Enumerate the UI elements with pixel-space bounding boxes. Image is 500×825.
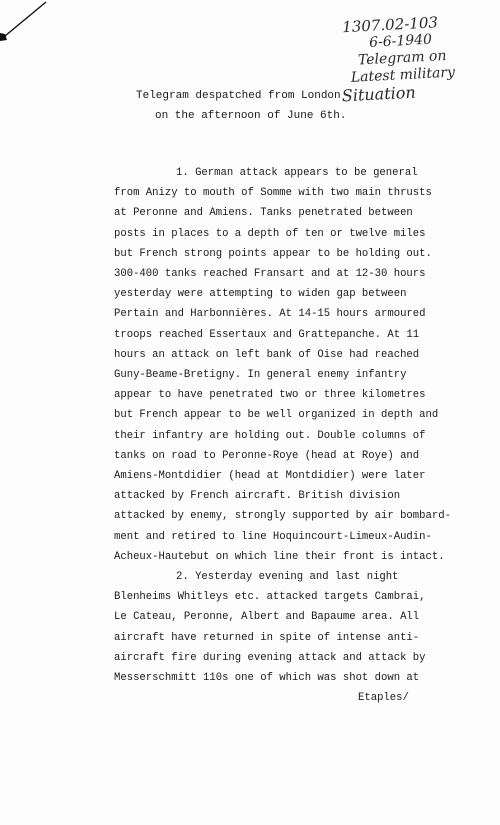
body-line: Acheux-Hautebut on which line their front is intact. [114,550,445,563]
telegram-heading [136,86,346,126]
body-line: Pertain and Harbonnières. At 14-15 hours armoured [114,308,426,321]
body-line: Amiens-Montdidier (head at Montdidier) were later [114,470,426,483]
handwritten-note-line: Latest military [350,64,456,86]
body-line: but French strong points appear to be holding out. [114,247,432,260]
body-line: Messerschmitt 110s one of which was shot down at [114,672,420,685]
body-line: tanks on road to Peronne-Roye (head at Roye) and [114,449,420,462]
body-line: Blenheims Whitleys etc. attacked targets Cambrai, [114,591,426,604]
body-line: ment and retired to line Hoquincourt-Limeux-Audin- [114,530,432,543]
paragraph-2-start: 2. Yesterday evening and last night [176,571,399,584]
body-line: Le Cateau, Peronne, Albert and Bapaume area. All [114,611,420,624]
body-line: at Peronne and Amiens. Tanks penetrated between [114,207,413,220]
body-line: 300-400 tanks reached Fransart and at 12-30 hours [114,268,426,281]
body-line: attacked by French aircraft. British division [114,490,401,503]
handwritten-note-line: Situation [341,82,417,106]
body-line: from Anizy to mouth of Somme with two main thrusts [114,187,432,200]
body-line: troops reached Essertaux and Grattepanche. At 11 [114,328,420,341]
heading-line: on the afternoon of June 6th. [155,110,347,122]
body-line: their infantry are holding out. Double columns of [114,429,426,442]
handwritten-note-line: Telegram on [357,47,447,69]
body-line: attacked by enemy, strongly supported by air bombard- [114,510,451,523]
archive-reference: 1307.02-103 [341,13,439,37]
body-line: aircraft fire during evening attack and attack by [114,651,426,664]
paragraph-1-start: 1. German attack appears to be general [176,167,418,179]
handwritten-annotation [334,12,478,104]
body-line: appear to have penetrated two or three kilometres [114,389,426,402]
body-line: but French appear to be well organized in depth and [114,409,439,422]
handwritten-date: 6-6-1940 [368,31,433,51]
page-continuation-catchword: Etaples/ [358,692,409,705]
telegram-body [114,163,494,708]
body-line: yesterday were attempting to widen gap between [114,288,407,301]
body-line: posts in places to a depth of ten or twelve miles [114,227,426,240]
body-line: Guny-Beame-Bretigny. In general enemy infantry [114,369,407,382]
heading-line: Telegram despatched from London [136,90,341,102]
body-line: hours an attack on left bank of Oise had reached [114,348,420,361]
corner-pen-mark [0,0,60,45]
body-line: aircraft have returned in spite of intense anti- [114,631,420,644]
